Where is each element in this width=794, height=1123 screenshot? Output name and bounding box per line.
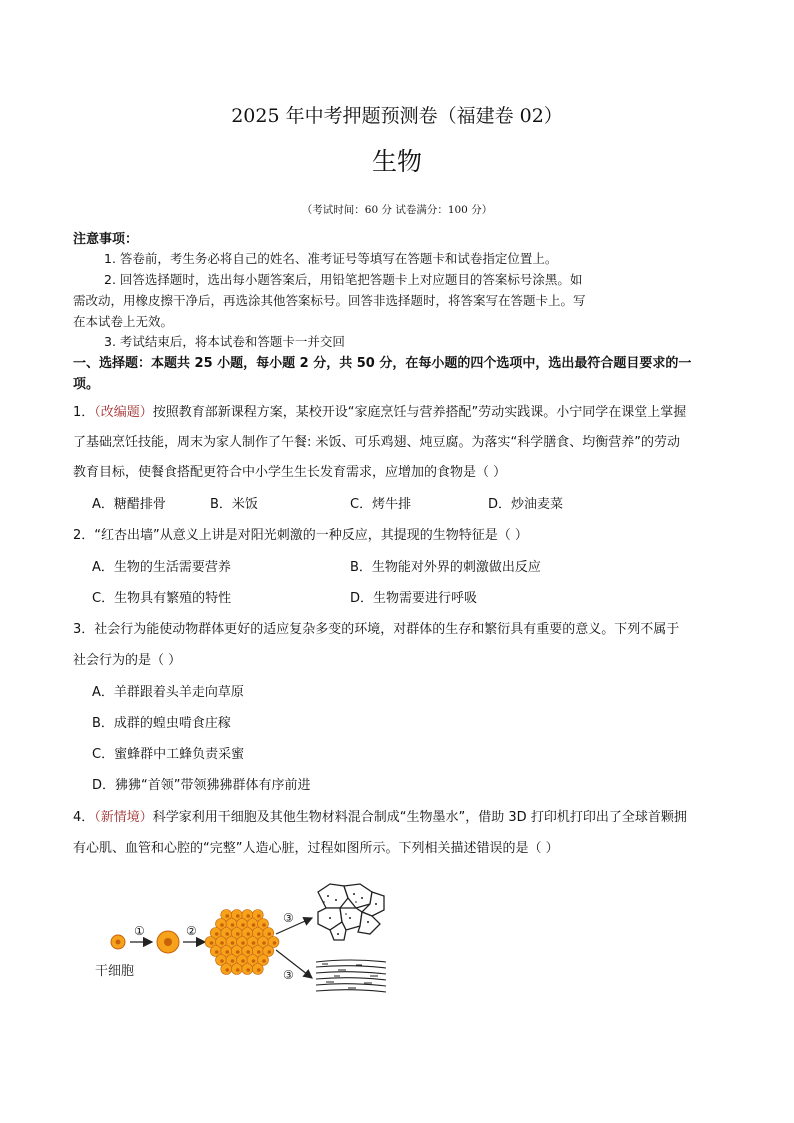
stem-cell-label: 干细胞: [95, 964, 135, 979]
question-text: 按照教育部新课程方案，某校开设“家庭烹饪与营养搭配”劳动实践课。小宁同学在课堂上掌握: [152, 405, 687, 420]
notice-heading: 注意事项：: [73, 232, 139, 247]
cluster-cell-nucleus: [246, 914, 250, 918]
cluster-cell-nucleus: [220, 959, 224, 963]
cluster-cell-nucleus: [267, 932, 271, 936]
step-3-lower-label: ③: [283, 968, 294, 982]
cluster-cell-nucleus: [236, 932, 240, 936]
stem-cell-icon: [111, 935, 125, 949]
notice-line-2c: 在本试卷上无效。: [73, 314, 174, 329]
stem-cell-differentiation-figure: [90, 878, 400, 1003]
notice-line-3: 3. 考试结束后，将本试卷和答题卡一并交回: [104, 334, 345, 349]
cluster-cell-nucleus: [231, 923, 235, 927]
q3-option-b: B．成群的蝗虫啃食庄稼: [92, 716, 231, 731]
cluster-cell-nucleus: [257, 932, 261, 936]
question-text: 科学家利用干细胞及其他生物材料混合制成“生物墨水”，借助 3D 打印机打印出了全球首颗拥: [152, 810, 687, 825]
q1-option-a: A．糖醋排骨: [92, 497, 166, 512]
cluster-cell-nucleus: [246, 968, 250, 972]
cluster-cell-nucleus: [241, 941, 245, 945]
q3-option-a: A．羊群跟着头羊走向草原: [92, 685, 244, 700]
cluster-cell-nucleus: [215, 932, 219, 936]
cluster-cell-nucleus: [252, 959, 256, 963]
cluster-cell-nucleus: [220, 941, 224, 945]
arrow-step-3-lower: [276, 950, 312, 978]
cluster-cell-nucleus: [225, 914, 229, 918]
cluster-cell-nucleus: [215, 950, 219, 954]
cluster-cell-nucleus: [252, 941, 256, 945]
cluster-cell-nucleus: [273, 941, 277, 945]
q1-option-d: D．炒油麦菜: [488, 497, 564, 512]
tissue-b-icon: [316, 960, 386, 992]
question-3-line-1: 3．社会行为能使动物群体更好的适应复杂多变的环境，对群体的生存和繁衍具有重要的意义。下列不属于: [73, 622, 680, 637]
q2-option-c: C．生物具有繁殖的特性: [92, 591, 232, 606]
question-1-line-1: [73, 401, 686, 420]
question-tag: （新情境）: [94, 810, 153, 825]
cluster-cell-nucleus: [241, 959, 245, 963]
q2-option-b: B．生物能对外界的刺激做出反应: [350, 560, 541, 575]
cluster-cell-nucleus: [246, 932, 250, 936]
subject-title: 生物: [371, 147, 422, 176]
step-2-label: ②: [186, 924, 197, 938]
cluster-cell-nucleus: [236, 950, 240, 954]
cluster-cell-nucleus: [246, 950, 250, 954]
q3-option-d: D．狒狒“首领”带领狒狒群体有序前进: [92, 778, 311, 793]
cluster-cell-nucleus: [231, 941, 235, 945]
cluster-cell-nucleus: [257, 968, 261, 972]
q1-option-b: B．米饭: [210, 497, 258, 512]
cluster-cell-nucleus: [210, 941, 214, 945]
step-3-upper-label: ③: [283, 911, 294, 925]
question-1-line-2: 了基础烹饪技能，周末为家人制作了午餐: 米饭、可乐鸡翅、炖豆腐。为落实“科学膳食、均衡营养”的劳动: [73, 435, 680, 450]
cluster-cell-nucleus: [225, 950, 229, 954]
cluster-cell-nucleus: [220, 923, 224, 927]
tissue-a-icon: [318, 884, 384, 940]
step-1-label: ①: [134, 924, 145, 938]
cluster-cell-nucleus: [257, 914, 261, 918]
dividing-cell-icon: [157, 931, 179, 953]
cluster-cell-nucleus: [236, 968, 240, 972]
question-number: 1．: [73, 405, 95, 420]
cluster-cell-nucleus: [225, 932, 229, 936]
cluster-cell-nucleus: [262, 959, 266, 963]
section-heading-line-1: 一、选择题：本题共 25 小题，每小题 2 分，共 50 分，在每小题的四个选项中，选出最符合题目要求的一: [73, 356, 692, 371]
notice-line-1: 1. 答卷前，考生务必将自己的姓名、准考证号等填写在答题卡和试卷指定位置上。: [104, 251, 558, 266]
question-1-line-3: 教育目标，使餐食搭配更符合中小学生生长发育需求，应增加的食物是（ ）: [73, 465, 507, 480]
question-4-line-1: [73, 806, 687, 825]
q1-option-c: C．烤牛排: [350, 497, 412, 512]
question-tag: （改编题）: [94, 405, 153, 420]
question-3-line-2: 社会行为的是（ ）: [73, 653, 182, 668]
cluster-cell-nucleus: [262, 941, 266, 945]
cluster-cell-nucleus: [252, 923, 256, 927]
notice-line-2a: 2. 回答选择题时，选出每小题答案后，用铅笔把答题卡上对应题目的答案标号涂黑。如: [104, 272, 583, 287]
cluster-cell-nucleus: [267, 950, 271, 954]
cell-cluster-icon: [205, 910, 279, 975]
question-4-line-2: 有心肌、血管和心腔的“完整”人造心脏，过程如图所示。下列相关描述错误的是（ ）: [73, 841, 559, 856]
q2-option-d: D．生物需要进行呼吸: [350, 591, 478, 606]
cluster-cell-nucleus: [231, 959, 235, 963]
question-2-line-1: 2．“红杏出墙”从意义上讲是对阳光刺激的一种反应，其提现的生物特征是（ ）: [73, 528, 528, 543]
section-heading-line-2: 项。: [73, 377, 100, 392]
q3-option-c: C．蜜蜂群中工蜂负责采蜜: [92, 747, 245, 762]
cluster-cell-nucleus: [262, 923, 266, 927]
cluster-cell-nucleus: [236, 914, 240, 918]
question-number: 4．: [73, 810, 95, 825]
page-title: 2025 年中考押题预测卷（福建卷 02）: [231, 105, 563, 127]
exam-info: （考试时间：60 分 试卷满分：100 分）: [301, 204, 493, 216]
arrow-step-3-upper: [276, 918, 312, 934]
cluster-cell-nucleus: [225, 968, 229, 972]
notice-line-2b: 需改动，用橡皮擦干净后，再选涂其他答案标号。回答非选择题时，将答案写在答题卡上。写: [73, 293, 586, 308]
cluster-cell-nucleus: [241, 923, 245, 927]
q2-option-a: A．生物的生活需要营养: [92, 560, 231, 575]
cluster-cell-nucleus: [257, 950, 261, 954]
